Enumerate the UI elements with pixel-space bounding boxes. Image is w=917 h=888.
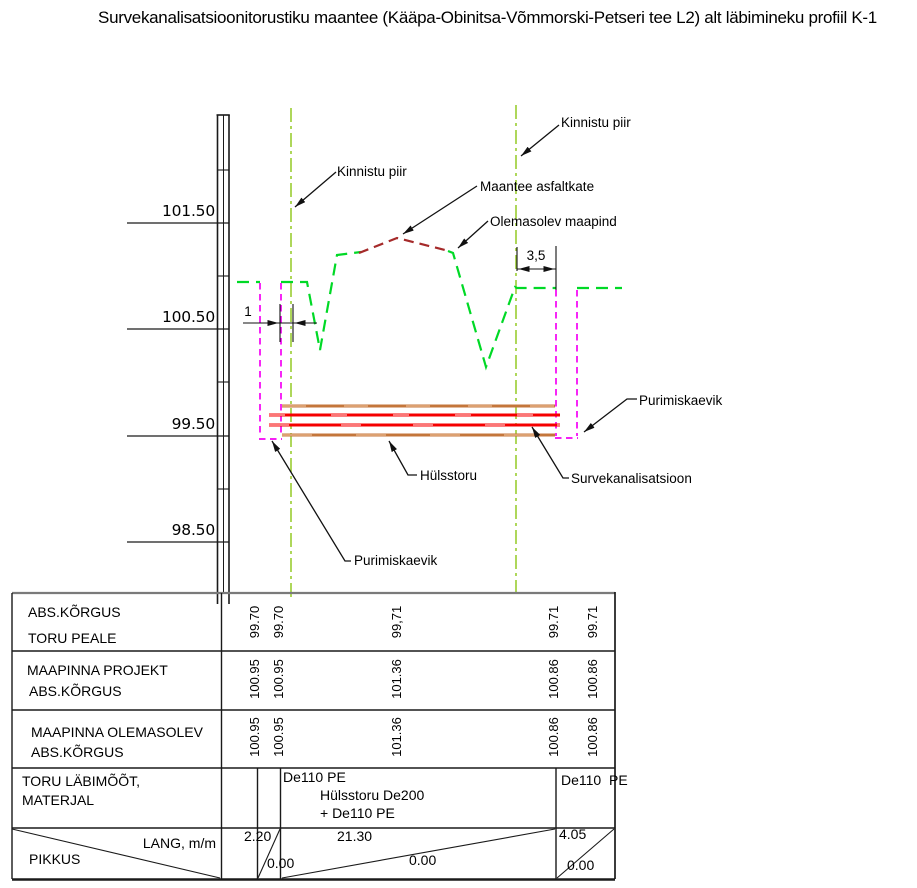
row3-value: 100.95: [271, 717, 286, 757]
row1-value: 99,71: [389, 605, 404, 639]
segment-slope: 0.00: [409, 852, 437, 868]
elevation-label: 100.50: [161, 308, 215, 326]
existing-ground-profile: [237, 251, 622, 367]
row1-value: 99.70: [247, 605, 262, 639]
dimension-text-1: 1: [244, 304, 252, 319]
row5-label-pikkus: PIKKUS: [29, 851, 81, 867]
row3-label-line1: MAAPINNA OLEMASOLEV: [31, 724, 203, 740]
row1-value: 99.70: [271, 605, 286, 639]
row2-value: 101.36: [389, 659, 404, 699]
row3-value: 101.36: [389, 717, 404, 757]
material-mid-line2: Hülsstoru De200: [320, 787, 425, 803]
material-right: De110 PE: [561, 772, 628, 788]
label-kinnistu-piir-right: Kinnistu piir: [561, 115, 631, 130]
road-asphalt-line: [359, 238, 449, 253]
dimension-text-3-5: 3,5: [526, 248, 546, 263]
segment-slope: 0.00: [267, 855, 295, 871]
dimension-1m: [243, 304, 317, 342]
row3-value: 100.86: [546, 717, 561, 757]
label-survekanalisatsioon: Survekanalisatsioon: [571, 471, 692, 486]
leader-purimiskaevik-right: [584, 399, 637, 432]
row4-label-line2: MATERJAL: [22, 792, 95, 808]
row3-label-line2: ABS.KÕRGUS: [31, 744, 124, 760]
segment-length: 2.20: [244, 828, 272, 844]
row1-value: 99.71: [585, 605, 600, 639]
row2-value: 100.86: [546, 659, 561, 699]
row2-value: 100.95: [271, 659, 286, 699]
drawing-title: Survekanalisatsioonitorustiku maantee (Kääpa-Obinitsa-Võmmorski-Petseri tee L2) alt läbimineku profiil K-1: [98, 8, 877, 27]
segment-length: 4.05: [559, 826, 587, 842]
elevation-tick-lines: [127, 223, 230, 542]
elevation-label: 99.50: [171, 415, 215, 433]
segment-length: 21.30: [337, 828, 373, 844]
leader-hulsstoru: [389, 441, 417, 475]
elevation-staff: [217, 115, 230, 604]
leader-kinnistu-piir-right: [521, 125, 559, 156]
elevation-label: 101.50: [161, 202, 215, 220]
row3-value: 100.95: [247, 717, 262, 757]
label-maantee-asfaltkate: Maantee asfaltkate: [480, 179, 595, 194]
row2-label-line2: ABS.KÕRGUS: [29, 683, 122, 699]
material-mid-line3: + De110 PE: [320, 805, 395, 821]
leader-purimiskaevik-left: [272, 441, 351, 561]
row1-label-line1: ABS.KÕRGUS: [28, 604, 121, 620]
segment-slope: 0.00: [567, 857, 595, 873]
row1-label-line2: TORU PEALE: [28, 630, 117, 646]
material-mid-line1: De110 PE: [283, 769, 346, 785]
row2-value: 100.95: [247, 659, 262, 699]
label-olemasolev-maapind: Olemasolev maapind: [490, 214, 617, 229]
label-purimiskaevik-right: Purimiskaevik: [639, 393, 723, 408]
leader-maantee-asfaltkate: [403, 186, 477, 234]
leader-olemasolev-maapind: [458, 221, 488, 248]
row5-label-lang: LANG, m/m: [142, 835, 216, 851]
label-kinnistu-piir-left: Kinnistu piir: [337, 164, 407, 179]
elevation-label: 98.50: [171, 521, 215, 539]
row1-value: 99.71: [546, 605, 561, 639]
label-purimiskaevik-left: Purimiskaevik: [354, 553, 438, 568]
leader-kinnistu-piir-left: [295, 172, 336, 207]
row3-value: 100.86: [585, 717, 600, 757]
label-hulsstoru: Hülsstoru: [420, 468, 478, 483]
row2-value: 100.86: [585, 659, 600, 699]
row2-label-line1: MAAPINNA PROJEKT: [27, 662, 168, 678]
row4-label-line1: TORU LÄBIMÕÕT,: [22, 773, 140, 789]
